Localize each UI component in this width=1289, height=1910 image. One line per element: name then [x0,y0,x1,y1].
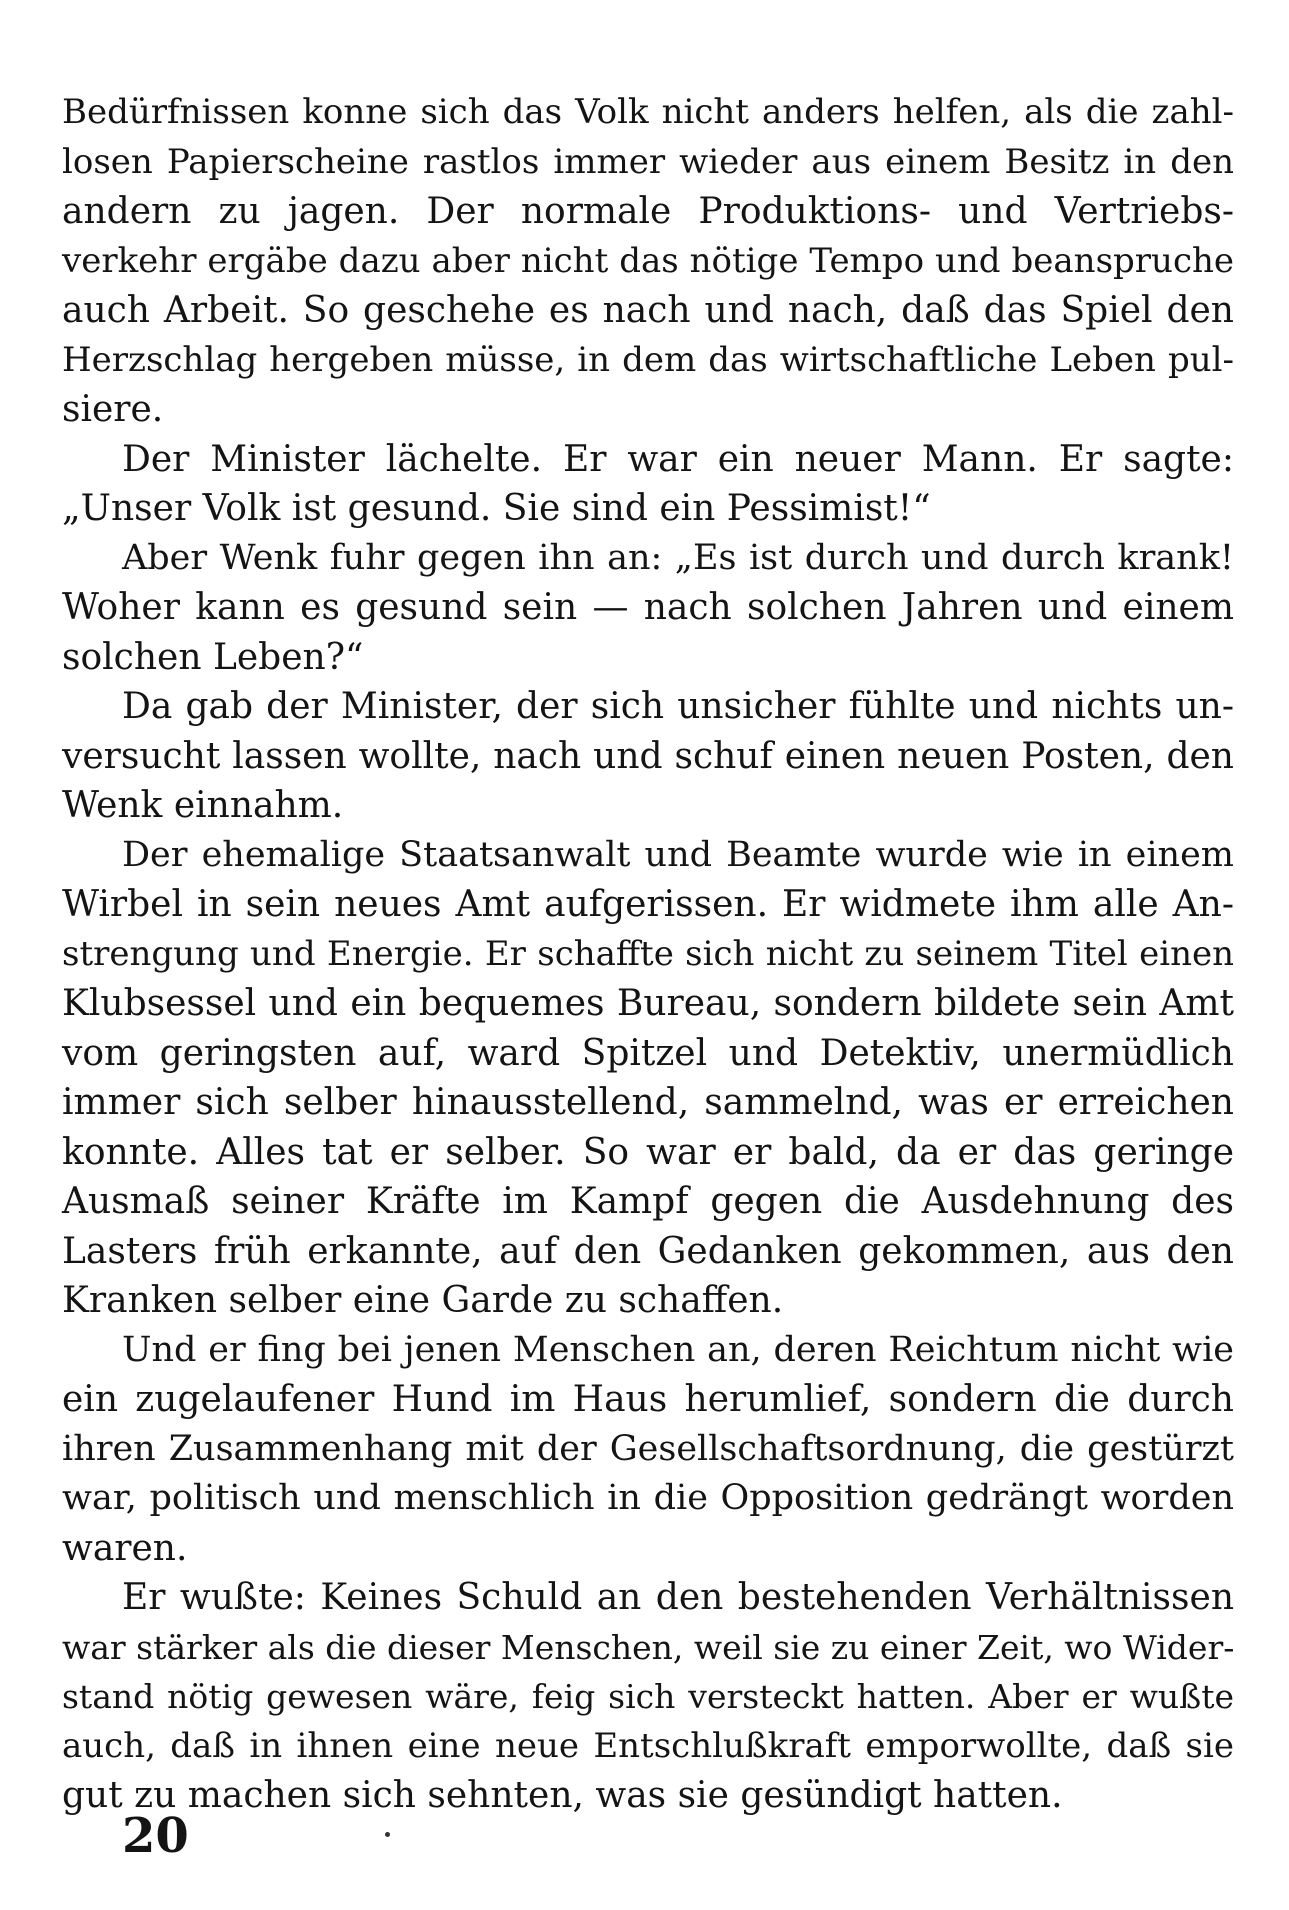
text-line: Aber Wenk fuhr gegen ihn an: „Es ist durch und durch krank! [122,537,1234,578]
text-line: Er wußte: Keines Schuld an den bestehenden Verhältnissen [122,1577,1234,1618]
text-line: „Unser Volk ist gesund. Sie sind ein Pessimist!“ [62,488,931,529]
text-line: Woher kann es gesund sein — nach solchen Jahren und einem [62,587,1234,628]
text-line: Wirbel in sein neues Amt aufgerissen. Er widmete ihm alle An- [62,884,1234,925]
text-line: solchen Leben?“ [62,636,364,678]
page-number: 20 [122,1808,189,1864]
text-line: auch, daß in ihnen eine neue Entschlußkraft emporwollte, daß sie [62,1725,1234,1766]
text-line: siere. [62,389,164,430]
text-line: gut zu machen sich sehnten, was sie gesündigt hatten. [62,1775,1063,1816]
text-line: losen Papierscheine rastlos immer wieder aus einem Besitz in den [62,141,1234,182]
text-line: Der Minister lächelte. Er war ein neuer Mann. Er sagte: [122,438,1234,480]
text-line: waren. [62,1527,188,1569]
text-line: verkehr ergäbe dazu aber nicht das nötige Tempo und beanspruche [62,240,1234,281]
text-line: strengung und Energie. Er schaffte sich nicht zu seinem Titel einen [62,933,1234,974]
text-line: Ausmaß seiner Kräfte im Kampf gegen die Ausdehnung des [62,1181,1234,1222]
text-line: war stärker als die dieser Menschen, weil sie zu einer Zeit, wo Wider- [62,1627,1235,1667]
text-line: auch Arbeit. So geschehe es nach und nach, daß das Spiel den [62,290,1234,331]
text-line: ihren Zusammenhang mit der Gesellschaftsordnung, die gestürzt [62,1428,1234,1469]
text-line: ein zugelaufener Hund im Haus herumlief, sondern die durch [62,1379,1234,1420]
text-line: war, politisch und menschlich in die Opposition gedrängt worden [62,1478,1234,1518]
text-line: Lasters früh erkannte, auf den Gedanken gekommen, aus den [62,1230,1234,1272]
body-text [62,88,1234,1821]
text-line: Kranken selber eine Garde zu schaffen. [62,1280,784,1321]
text-line: Herzschlag hergeben müsse, in dem das wirtschaftliche Leben pul- [62,339,1234,380]
text-line: stand nötig gewesen wäre, feig sich versteckt hatten. Aber er wußte [62,1677,1234,1716]
text-line: Der ehemalige Staatsanwalt und Beamte wurde wie in einem [122,834,1234,875]
text-line: Bedürfnissen konne sich das Volk nicht anders helfen, als die zahl- [62,92,1234,132]
text-line: immer sich selber hinausstellend, sammelnd, was er erreichen [62,1082,1234,1123]
text-line: konnte. Alles tat er selber. So war er bald, da er das geringe [62,1131,1234,1173]
ink-speck [385,1832,390,1837]
text-line: andern zu jagen. Der normale Produktions- und Vertriebs- [62,191,1234,232]
text-line: versucht lassen wollte, nach und schuf einen neuen Posten, den [62,735,1234,777]
text-line: Und er fing bei jenen Menschen an, deren Reichtum nicht wie [122,1329,1234,1370]
text-line: Klubsessel und ein bequemes Bureau, sondern bildete sein Amt [62,983,1234,1024]
text-line: Wenk einnahm. [62,785,344,826]
text-line: vom geringsten auf, ward Spitzel und Detektiv, unermüdlich [62,1032,1234,1074]
text-line: Da gab der Minister, der sich unsicher fühlte und nichts un- [122,686,1234,727]
